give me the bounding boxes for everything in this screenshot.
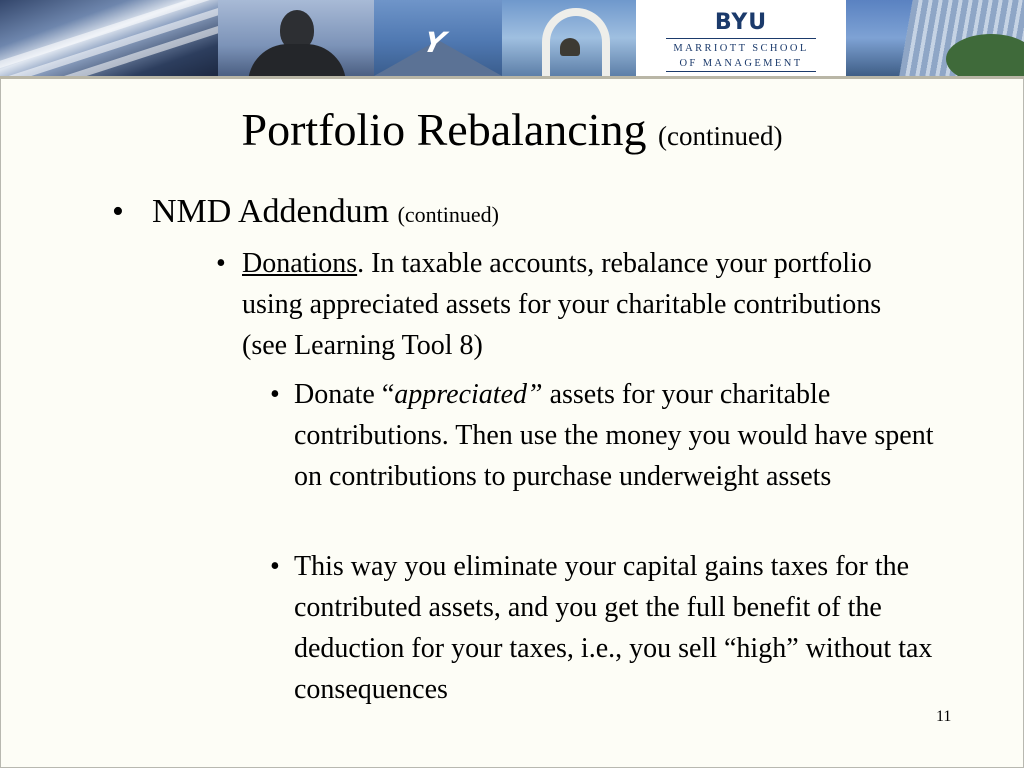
bullet-level1-suffix: (continued) — [397, 202, 499, 227]
header-banner — [0, 0, 1024, 79]
donate-italic: appreciated” — [394, 379, 543, 410]
donate-post: assets for your charitable contributions. Then use the money you would have spent on contributions to purchase underweight assets — [294, 379, 934, 492]
byu-marriott-logo — [636, 0, 846, 76]
title-main: Portfolio Rebalancing — [241, 104, 647, 155]
logo-school-line2: OF MANAGEMENT — [679, 58, 803, 69]
banner-photo-statue — [218, 0, 374, 76]
bullet-marker: • — [270, 551, 280, 582]
logo-school-line1: MARRIOTT SCHOOL — [673, 43, 809, 54]
donate-pre: Donate “ — [294, 379, 395, 410]
bullet-level1-text: NMD Addendum — [152, 193, 390, 230]
slide-title — [0, 100, 1024, 166]
banner-photo-mountain-y: Y — [374, 0, 502, 76]
bullet-marker: • — [112, 193, 124, 230]
bullet-marker: • — [270, 379, 280, 410]
title-suffix: (continued) — [658, 121, 783, 151]
banner-photo-building — [846, 0, 1024, 76]
bullet-marker: • — [216, 248, 226, 279]
eliminate-text: This way you eliminate your capital gains taxes for the contributed assets, and you get the full benefit of the deduction for your taxes, i.e., you sell “high” without tax consequences — [294, 551, 933, 705]
donations-text: . In taxable accounts, rebalance your portfolio using appreciated assets for your charitable contributions (see Learning Tool 8) — [242, 248, 882, 361]
page-number: 11 — [936, 708, 952, 725]
banner-photo-bell-tower — [502, 0, 636, 76]
bullet-level1 — [112, 190, 499, 237]
logo-byu-text: BYU — [714, 10, 768, 35]
donations-term: Donations — [242, 248, 358, 279]
banner-photo-glass — [0, 0, 218, 76]
